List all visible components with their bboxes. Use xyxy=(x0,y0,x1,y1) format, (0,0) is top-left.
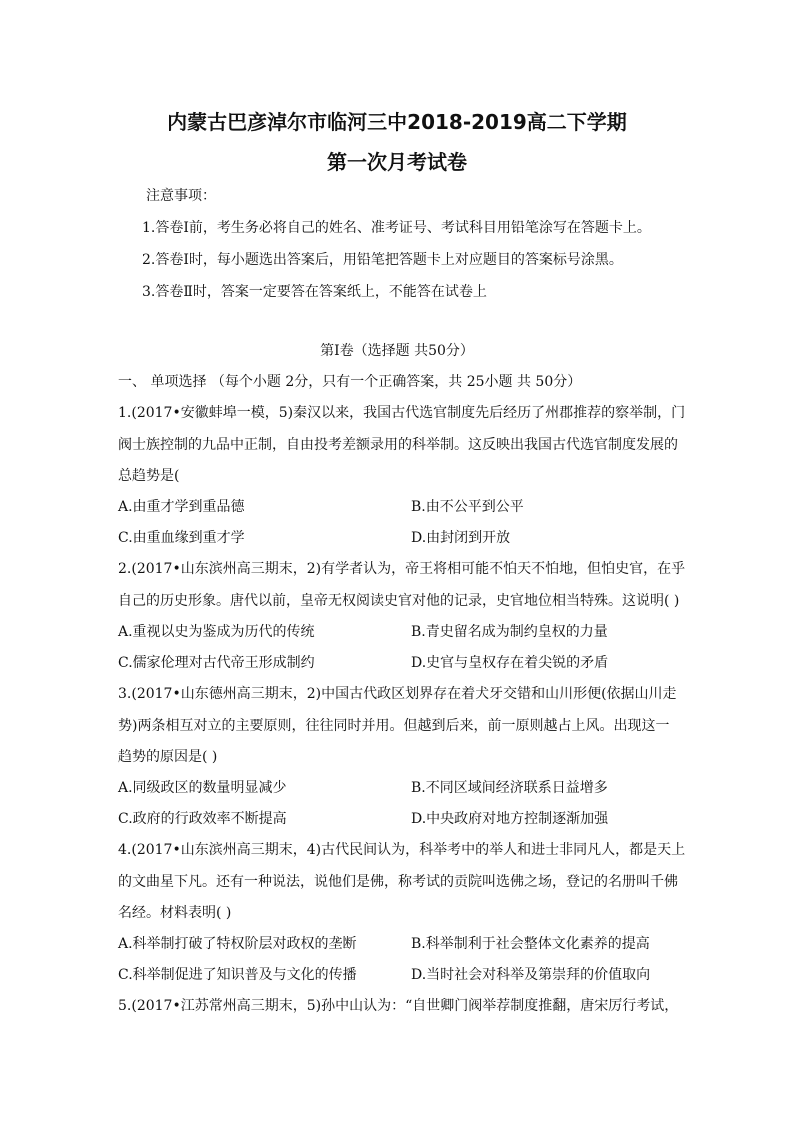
question-4-text: 名经。材料表明( ) xyxy=(118,905,232,921)
notice-item: 2.答卷Ⅰ时，每小题选出答案后，用铅笔把答题卡上对应题目的答案标号涂黑。 xyxy=(142,252,623,268)
question-3-text: 3.(2017•山东德州高三期末，2)中国古代政区划界存在着犬牙交错和山川形便(依据山川走 xyxy=(118,686,677,702)
question-2-text: 2.(2017•山东滨州高三期末，2)有学者认为，帝王将相可能不怕天不怕地，但怕史官，在乎 xyxy=(118,561,686,577)
notice-heading: 注意事项： xyxy=(146,188,216,204)
question-1-text: 1.(2017•安徽蚌埠一模，5)秦汉以来，我国古代选官制度先后经历了州郡推荐的察举制，门 xyxy=(118,405,686,421)
question-1-option-c: C.由重血缘到重才学 xyxy=(118,530,245,546)
question-4-option-b: B.科举制利于社会整体文化素养的提高 xyxy=(411,936,650,952)
question-3-option-b: B.不同区域间经济联系日益增多 xyxy=(411,780,608,796)
question-1-text: 总趋势是( xyxy=(118,468,180,484)
question-4-text: 4.(2017•山东滨州高三期末，4)古代民间认为，科举考中的举人和进士非同凡人，都是天上 xyxy=(118,842,686,858)
question-1-option-a: A.由重才学到重品德 xyxy=(118,499,245,515)
question-1-text: 阀士族控制的九品中正制，自由投考差额录用的科举制。这反映出我国古代选官制度发展的 xyxy=(118,437,678,453)
exam-title-line2: 第一次月考试卷 xyxy=(327,150,467,174)
question-2-option-a: A.重视以史为鉴成为历代的传统 xyxy=(118,624,315,640)
question-4-text: 的文曲星下凡。还有一种说法，说他们是佛，称考试的贡院叫选佛之场，登记的名册叫千佛 xyxy=(118,874,678,890)
question-4-option-a: A.科举制打破了特权阶层对政权的垄断 xyxy=(118,936,357,952)
question-1-option-b: B.由不公平到公平 xyxy=(411,499,524,515)
question-3-option-d: D.中央政府对地方控制逐渐加强 xyxy=(411,811,609,827)
question-1-option-d: D.由封闭到开放 xyxy=(411,530,511,546)
notice-item: 3.答卷Ⅱ时，答案一定要答在答案纸上，不能答在试卷上 xyxy=(142,284,487,300)
question-3-option-a: A.同级政区的数量明显减少 xyxy=(118,780,287,796)
question-3-option-c: C.政府的行政效率不断提高 xyxy=(118,811,287,827)
exam-title-line1: 内蒙古巴彦淖尔市临河三中2018-2019高二下学期 xyxy=(167,110,627,134)
question-2-text: 自己的历史形象。唐代以前，皇帝无权阅读史官对他的记录，史官地位相当特殊。这说明( ) xyxy=(118,593,680,609)
section-title: 第Ⅰ卷（选择题 共50分） xyxy=(320,343,474,359)
question-2-option-b: B.青史留名成为制约皇权的力量 xyxy=(411,624,608,640)
question-4-option-d: D.当时社会对科举及第崇拜的价值取向 xyxy=(411,967,651,983)
question-3-text: 趋势的原因是( ) xyxy=(118,749,218,765)
question-4-option-c: C.科举制促进了知识普及与文化的传播 xyxy=(118,967,357,983)
question-5-text: 5.(2017•江苏常州高三期末，5)孙中山认为：“自世卿门阀举荐制度推翻，唐宋厉行考试， xyxy=(118,998,679,1014)
part-heading: 一、 单项选择 （每个小题 2分，只有一个正确答案，共 25小题 共 50分） xyxy=(118,374,582,390)
question-3-text: 势)两条相互对立的主要原则，往往同时并用。但越到后来，前一原则越占上风。出现这一 xyxy=(118,718,670,734)
notice-item: 1.答卷Ⅰ前，考生务必将自己的姓名、准考证号、考试科目用铅笔涂写在答题卡上。 xyxy=(142,220,651,236)
question-2-option-c: C.儒家伦理对古代帝王形成制约 xyxy=(118,655,315,671)
question-2-option-d: D.史官与皇权存在着尖锐的矛盾 xyxy=(411,655,609,671)
